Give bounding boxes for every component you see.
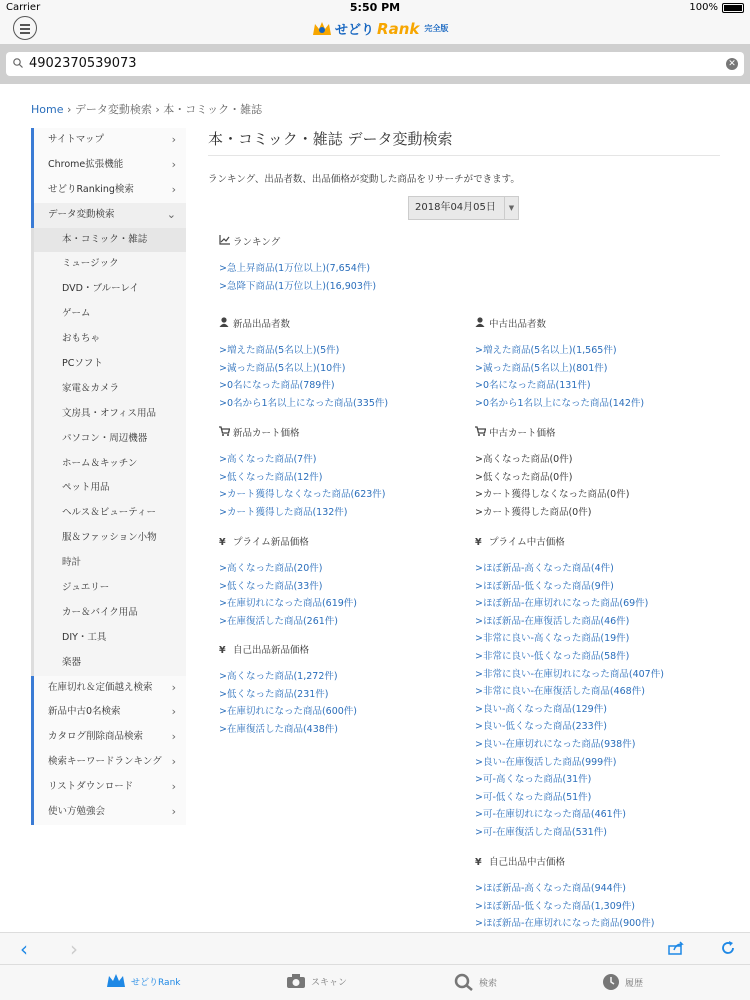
result-link[interactable]: >在庫切れになった商品(600件) <box>219 706 358 718</box>
section-title: 中古カート価格 <box>489 428 556 439</box>
sidebar-item[interactable] <box>31 128 186 153</box>
chevron-icon: › <box>171 805 176 819</box>
battery-percent: 100% <box>689 2 718 13</box>
result-link[interactable]: >カート獲得した商品(132件) <box>219 506 348 518</box>
forward-button[interactable]: › <box>70 937 78 961</box>
app-header <box>0 16 750 44</box>
sidebar-subitem[interactable]: 楽器 <box>31 651 186 676</box>
result-link[interactable]: >良い-高くなった商品(129件) <box>475 703 607 715</box>
section-heading <box>219 316 388 334</box>
sidebar-subitem[interactable]: おもちゃ <box>31 327 186 352</box>
sidebar-subitem[interactable]: ホーム＆キッチン <box>31 452 186 477</box>
search-bar <box>0 44 750 84</box>
sidebar-item-label: せどりRanking検索 <box>48 183 134 195</box>
result-link[interactable]: >増えた商品(5名以上)(1,565件) <box>475 345 617 356</box>
sidebar-item-label: カタログ削除商品検索 <box>48 731 144 743</box>
section-title: ランキング <box>233 237 281 248</box>
result-link[interactable]: >可-在庫復活した商品(531件) <box>475 826 607 838</box>
sidebar-subitem[interactable]: 文房具・オフィス用品 <box>31 402 186 427</box>
tab-label: せどりRank <box>131 977 181 988</box>
tab-search[interactable] <box>454 973 497 991</box>
result-link[interactable]: >減った商品(5名以上)(801件) <box>475 362 608 374</box>
section-heading <box>475 425 629 443</box>
result-link[interactable]: >ほぼ新品-低くなった商品(1,309件) <box>475 900 635 912</box>
result-link[interactable]: >ほぼ新品-在庫切れになった商品(69件) <box>475 598 649 610</box>
chevron-icon: › <box>171 780 176 794</box>
clock: 5:50 PM <box>349 1 401 14</box>
section-heading <box>219 534 357 552</box>
battery <box>689 2 744 13</box>
status-bar <box>0 0 750 16</box>
sidebar-item-label: 検索キーワードランキング <box>48 756 162 768</box>
sidebar-subitem[interactable]: ジュエリー <box>31 576 186 601</box>
chevron-icon: › <box>171 182 176 196</box>
section-used-cart <box>475 425 629 521</box>
sidebar-subitem[interactable]: 服＆ファッション小物 <box>31 526 186 551</box>
yen-icon: ¥ <box>219 645 226 656</box>
result-link[interactable]: >急降下商品(1万位以上)(16,903件) <box>219 280 377 292</box>
section-heading <box>475 854 654 872</box>
section-title: プライム中古価格 <box>489 537 565 548</box>
section-title: 中古出品者数 <box>489 319 547 330</box>
back-button[interactable]: ‹ <box>20 937 28 961</box>
chevron-icon: › <box>171 157 176 171</box>
sidebar-subitem[interactable]: 家電＆カメラ <box>31 377 186 402</box>
sidebar-subitem[interactable]: ペット用品 <box>31 476 186 501</box>
sidebar-item-label: Chrome拡張機能 <box>48 158 124 170</box>
tab-label: 検索 <box>479 978 498 989</box>
sidebar-subitem[interactable]: ミュージック <box>31 252 186 277</box>
section-self-new <box>219 642 357 738</box>
app-logo <box>312 19 448 38</box>
search-value: 4902370539073 <box>29 56 137 71</box>
crown-icon <box>106 973 126 989</box>
result-link[interactable]: >非常に良い-低くなった商品(58件) <box>475 650 630 662</box>
section-title: 自己出品新品価格 <box>233 645 310 656</box>
result-link[interactable]: >可-在庫切れになった商品(461件) <box>475 809 626 821</box>
section-title: プライム新品価格 <box>233 537 309 548</box>
section-prime-new <box>219 534 357 630</box>
reload-icon[interactable] <box>720 940 736 956</box>
chevron-icon: › <box>171 730 176 744</box>
date-select[interactable] <box>408 196 519 220</box>
hamburger-menu-button[interactable] <box>13 16 37 40</box>
result-link[interactable]: >ほぼ新品-低くなった商品(9件) <box>475 580 614 592</box>
sidebar-item[interactable] <box>31 203 186 228</box>
clear-icon[interactable]: ✕ <box>726 58 738 70</box>
tab-label: 履歴 <box>625 978 644 989</box>
result-link[interactable]: >在庫切れになった商品(619件) <box>219 598 358 610</box>
result-link[interactable]: >減った商品(5名以上)(10件) <box>219 362 346 374</box>
section-new-cart <box>219 425 386 521</box>
tab-history[interactable] <box>602 973 643 991</box>
chevron-icon: › <box>171 755 176 769</box>
user-icon <box>475 317 489 330</box>
result-link[interactable]: >0名になった商品(131件) <box>475 380 591 392</box>
result-link[interactable]: >ほぼ新品-高くなった商品(944件) <box>475 883 626 894</box>
section-heading <box>475 534 664 552</box>
result-link: >カート獲得しなくなった商品(0件) <box>475 489 630 501</box>
chevron-icon: › <box>171 705 176 719</box>
sidebar-subitem[interactable]: 本・コミック・雑誌 <box>31 228 186 253</box>
result-link[interactable]: >高くなった商品(20件) <box>219 563 323 574</box>
breadcrumb-level1[interactable]: データ変動検索 <box>74 103 152 116</box>
browser-toolbar <box>0 932 750 964</box>
section-new-sellers <box>219 316 388 412</box>
logo-text-sub: 完全版 <box>424 24 449 33</box>
share-icon[interactable] <box>668 941 684 955</box>
cart-icon <box>219 426 233 439</box>
sidebar-subitem[interactable]: パソコン・周辺機器 <box>31 427 186 452</box>
chevron-icon: ⌄ <box>166 207 176 221</box>
result-link[interactable]: >在庫復活した商品(261件) <box>219 615 339 627</box>
sidebar-subitem[interactable]: DIY・工具 <box>31 626 186 651</box>
sidebar-item[interactable] <box>31 775 186 800</box>
logo-text-rank: Rank <box>377 19 420 38</box>
chevron-icon: › <box>171 680 176 694</box>
sidebar-item-label: 使い方勉強会 <box>48 806 106 818</box>
camera-icon <box>286 973 306 989</box>
breadcrumb-sep: › <box>155 103 160 116</box>
yen-icon: ¥ <box>475 537 482 548</box>
battery-icon <box>722 3 744 13</box>
cart-icon <box>475 426 489 439</box>
result-link: >低くなった商品(0件) <box>475 471 573 483</box>
tab-sedori-rank[interactable] <box>106 973 181 989</box>
sidebar-subitem[interactable]: ゲーム <box>31 302 186 327</box>
section-used-sellers <box>475 316 644 412</box>
logo-text-main: せどり <box>335 23 375 38</box>
sidebar-item[interactable] <box>31 676 186 701</box>
sidebar-item[interactable] <box>31 750 186 775</box>
section-heading <box>219 642 357 660</box>
sidebar-subitem[interactable]: DVD・ブルーレイ <box>31 277 186 302</box>
page-title: 本・コミック・雑誌 データ変動検索 <box>208 120 720 156</box>
crown-icon <box>312 21 332 37</box>
section-heading <box>475 316 644 334</box>
sidebar-subitem[interactable]: PCソフト <box>31 352 186 377</box>
result-link[interactable]: >ほぼ新品-在庫復活した商品(46件) <box>475 615 630 627</box>
sidebar-item-label: サイトマップ <box>48 134 104 145</box>
yen-icon: ¥ <box>475 857 482 868</box>
result-link[interactable]: >低くなった商品(33件) <box>219 580 323 592</box>
sidebar-item[interactable] <box>31 800 186 825</box>
sidebar-item-label: リストダウンロード <box>48 781 134 793</box>
result-link[interactable]: >0名から1名以上になった商品(142件) <box>475 397 645 409</box>
breadcrumb <box>31 101 262 117</box>
chart-icon <box>219 235 233 248</box>
sidebar-item[interactable] <box>31 725 186 750</box>
section-ranking <box>219 234 376 295</box>
yen-icon: ¥ <box>219 537 226 548</box>
result-link[interactable]: >良い-在庫復活した商品(999件) <box>475 756 617 768</box>
breadcrumb-home[interactable]: Home <box>31 103 64 116</box>
result-link[interactable]: >良い-在庫切れになった商品(938件) <box>475 738 636 750</box>
sidebar-item[interactable] <box>31 153 186 178</box>
chevron-icon: › <box>171 133 176 146</box>
result-link[interactable]: >0名になった商品(789件) <box>219 380 335 392</box>
result-link[interactable]: >非常に良い-在庫復活した商品(468件) <box>475 686 645 698</box>
tab-label: スキャン <box>311 977 348 988</box>
sidebar-nav <box>31 128 186 825</box>
result-link: >カート獲得した商品(0件) <box>475 506 592 518</box>
result-link[interactable]: >在庫復活した商品(438件) <box>219 723 339 735</box>
result-link[interactable]: >低くなった商品(12件) <box>219 471 323 483</box>
result-link[interactable]: >0名から1名以上になった商品(335件) <box>219 397 389 409</box>
sidebar-item-label: データ変動検索 <box>48 208 115 220</box>
sidebar-subitem[interactable]: カー＆バイク用品 <box>31 601 186 626</box>
section-heading <box>219 425 386 443</box>
search-input[interactable] <box>6 52 744 76</box>
result-link[interactable]: >低くなった商品(231件) <box>219 688 329 700</box>
sidebar-item-label: 新品中古0名検索 <box>48 706 121 718</box>
sidebar-subitem[interactable]: 時計 <box>31 551 186 576</box>
sidebar-item-label: 在庫切れ＆定価越え検索 <box>48 681 153 693</box>
result-link[interactable]: >高くなった商品(1,272件) <box>219 671 338 682</box>
result-link: >高くなった商品(0件) <box>475 454 573 465</box>
chevron-down-icon: ▼ <box>504 197 518 219</box>
search-icon <box>13 58 23 68</box>
section-title: 自己出品中古価格 <box>489 857 566 868</box>
section-title: 新品出品者数 <box>233 319 291 330</box>
result-link[interactable]: >良い-低くなった商品(233件) <box>475 721 607 733</box>
breadcrumb-current: 本・コミック・雑誌 <box>163 103 263 116</box>
result-link[interactable]: >非常に良い-在庫切れになった商品(407件) <box>475 668 664 680</box>
tab-scan[interactable] <box>286 973 347 989</box>
page-description: ランキング、出品者数、出品価格が変動した商品をリサーチができます。 <box>208 174 520 185</box>
carrier-label: Carrier <box>6 2 41 13</box>
user-icon <box>219 317 233 330</box>
result-link[interactable]: >可-高くなった商品(31件) <box>475 774 592 786</box>
sidebar-subitem[interactable]: ヘルス＆ビューティー <box>31 501 186 526</box>
search-icon <box>454 973 474 991</box>
main-content <box>208 120 720 213</box>
tab-bar <box>0 964 750 1000</box>
sidebar-item[interactable] <box>31 700 186 725</box>
result-link[interactable]: >非常に良い-高くなった商品(19件) <box>475 633 630 645</box>
result-link[interactable]: >増えた商品(5名以上)(5件) <box>219 345 340 356</box>
result-link[interactable]: >急上昇商品(1万位以上)(7,654件) <box>219 263 371 274</box>
sidebar-item[interactable] <box>31 178 186 203</box>
result-link[interactable]: >ほぼ新品-高くなった商品(4件) <box>475 563 614 574</box>
section-self-used <box>475 854 654 933</box>
section-prime-used <box>475 534 664 842</box>
clock-icon <box>602 973 620 991</box>
date-value: 2018年04月05日 <box>415 202 496 213</box>
result-link[interactable]: >可-低くなった商品(51件) <box>475 791 592 803</box>
section-heading <box>219 234 376 252</box>
breadcrumb-sep: › <box>66 103 72 116</box>
result-link[interactable]: >ほぼ新品-在庫切れになった商品(900件) <box>475 918 655 930</box>
result-link[interactable]: >高くなった商品(7件) <box>219 454 317 465</box>
result-link[interactable]: >カート獲得しなくなった商品(623件) <box>219 489 386 501</box>
section-title: 新品カート価格 <box>233 428 300 439</box>
